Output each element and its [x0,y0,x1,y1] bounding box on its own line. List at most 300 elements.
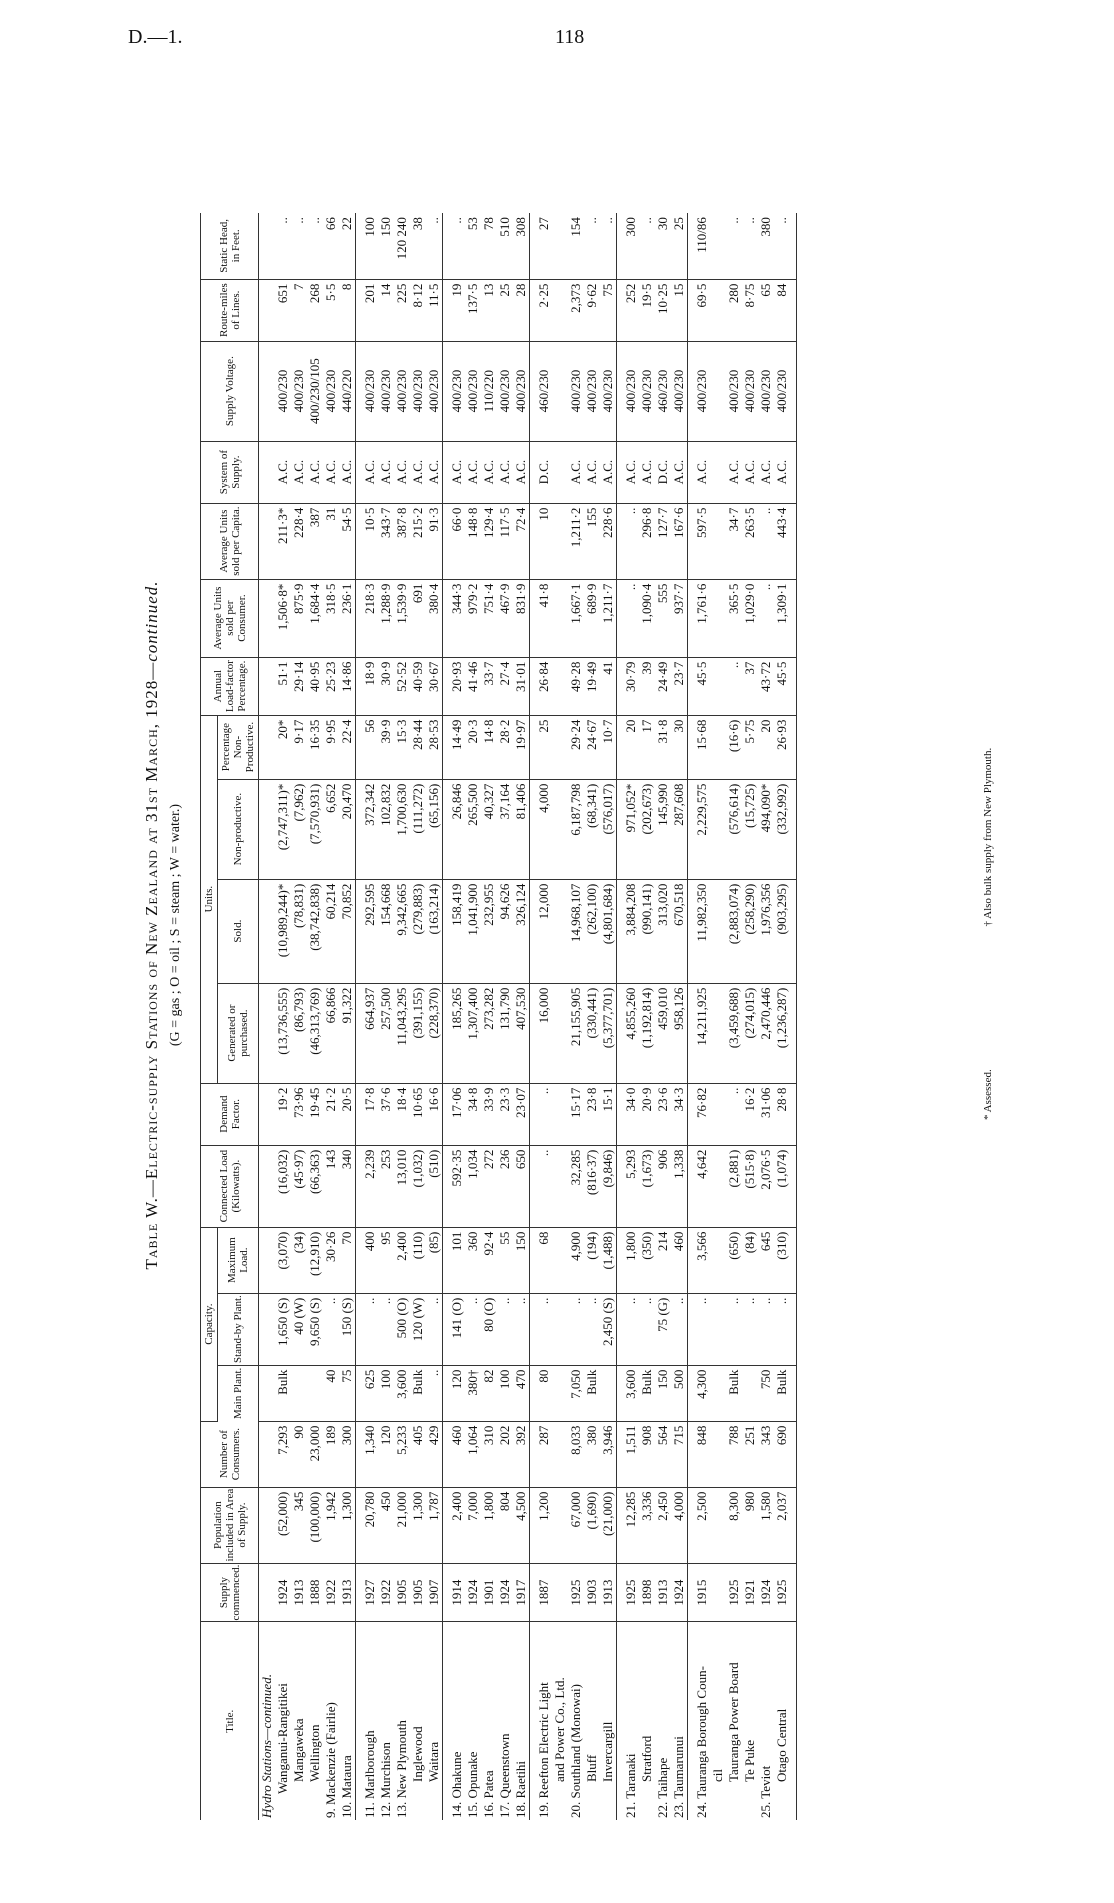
cell-sc: 1913 [339,1563,356,1622]
cell-cons [710,1421,726,1487]
table-row [568,213,584,1820]
row-title: Te Puke [742,1739,757,1782]
cell-sb: 40 (W) [291,1293,307,1365]
table-row [307,213,323,1820]
cell-np: 6,187,798 [568,779,584,879]
cell-sb: 75 (G) [655,1293,671,1365]
cell-max [552,1227,568,1293]
cell-volt [710,341,726,441]
cell-sh: 22 [339,213,356,279]
row-title: Wanganui-Rangitikei [275,1683,290,1794]
cell-sys: A.C. [623,441,639,503]
cell-sys: A.C. [639,441,655,503]
cell-pca: 228·6 [600,503,617,579]
cell-sb: .. [568,1293,584,1365]
cell-conn: 13,010 [394,1145,410,1227]
cell-sold: (262,100) [584,879,600,983]
cell-pc: 689·9 [584,579,600,657]
cell-np: (111,272) [410,779,426,879]
cell-main: 3,600 [623,1365,639,1421]
cell-sold: 326,124 [513,879,530,983]
cell-pc: 236·1 [339,579,356,657]
header-main-plant: Main Plant. [218,1365,259,1421]
cell-pop: 345 [291,1487,307,1563]
table-bottom-rule [790,213,797,1820]
table-row [513,213,530,1820]
separator-cell [790,715,797,779]
cell-volt: 400/230 [394,341,410,441]
cell-volt: 400/230 [323,341,339,441]
row-title: and Power Co., Ltd. [552,1677,567,1782]
cell-rm: 651 [275,279,291,341]
cell-sc: 1888 [307,1563,323,1622]
cell-volt: 400/230 [291,341,307,441]
cell-gen: (330,441) [584,983,600,1083]
cell-sold: 158,419 [449,879,465,983]
cell-sc: 1913 [291,1563,307,1622]
cell-conn: 2,239 [362,1145,378,1227]
cell-rm: 84 [774,279,790,341]
cell-volt: 400/230 [758,341,774,441]
header-connected-load: Connected Load (Kilowatts). [201,1145,259,1227]
cell-np: 20,470 [339,779,356,879]
cell-cons: 3,946 [600,1421,617,1487]
cell-conn: (1,032) [410,1145,426,1227]
cell-pnp: 31·8 [655,715,671,779]
header-system: System of Supply. [201,441,259,503]
cell-pc: 937·7 [671,579,688,657]
cell-sold: 12,000 [536,879,552,983]
cell-sb: 2,450 (S) [600,1293,617,1365]
cell-lf: 30·9 [378,657,394,715]
header-capacity: Capacity. [201,1227,218,1421]
cell-sold: 70,852 [339,879,356,983]
cell-sh: 25 [671,213,688,279]
cell-rm: 13 [481,279,497,341]
table-row [410,213,426,1820]
row-title: 21. Taranaki [623,1753,638,1818]
cell-pop: 1,800 [481,1487,497,1563]
cell-sc: 1917 [513,1563,530,1622]
cell-sh: 27 [536,213,552,279]
cell-volt: 400/230 [513,341,530,441]
cell-cons: 405 [410,1421,426,1487]
page-header-left: D.—1. [128,26,183,48]
separator-cell [790,779,797,879]
cell-gen [552,983,568,1083]
cell-volt: 460/230 [655,341,671,441]
cell-sold [552,879,568,983]
table-row [426,213,443,1820]
cell-volt: 400/230/105 [307,341,323,441]
header-per-capita: Average Units sold per Capita. [201,503,259,579]
cell-pc: 751·4 [481,579,497,657]
cell-gen: 459,010 [655,983,671,1083]
cell-sys: D.C. [655,441,671,503]
cell-df: 76·82 [694,1083,710,1145]
cell-df: 15·17 [568,1083,584,1145]
cell-rm: 2,373 [568,279,584,341]
cell-pc: 1,309·1 [774,579,790,657]
cell-main: 100 [497,1365,513,1421]
cell-max: 400 [362,1227,378,1293]
cell-sh: 100 [362,213,378,279]
cell-sys: A.C. [584,441,600,503]
cell-rm: 201 [362,279,378,341]
cell-conn: 592·35 [449,1145,465,1227]
cell-np: (15,725) [742,779,758,879]
cell-sb: 150 (S) [339,1293,356,1365]
cell-sold: (990,141) [639,879,655,983]
cell-np [710,779,726,879]
cell-sc: 1925 [623,1563,639,1622]
cell-conn: (1,074) [774,1145,790,1227]
cell-pc: 1,211·7 [600,579,617,657]
cell-gen: (13,736,555) [275,983,291,1083]
cell-rm [710,279,726,341]
table-subtitle: (G = gas ; O = oil ; S = steam ; W = water.) [168,803,183,1047]
cell-sb: .. [639,1293,655,1365]
cell-conn: (816·37) [584,1145,600,1227]
cell-conn: 1,338 [671,1145,688,1227]
cell-gen: 14,211,925 [694,983,710,1083]
header-pct-non-productive: Percentage Non-Productive. [218,715,259,779]
cell-conn: 143 [323,1145,339,1227]
cell-gen [259,983,276,1083]
cell-gen: 66,866 [323,983,339,1083]
cell-sb: .. [497,1293,513,1365]
cell-sh: .. [275,213,291,279]
cell-sold: (4,801,684) [600,879,617,983]
cell-pca: 167·6 [671,503,688,579]
cell-pc: 467·9 [497,579,513,657]
header-title: Title. [201,1622,259,1820]
cell-pc [552,579,568,657]
cell-sc: 1907 [426,1563,443,1622]
cell-pca: 155 [584,503,600,579]
cell-pnp: 28·53 [426,715,443,779]
cell-lf: 41 [600,657,617,715]
cell-cons: 189 [323,1421,339,1487]
separator-cell [790,1365,797,1421]
cell-sold: (2,883,074) [726,879,742,983]
cell-df: 23·07 [513,1083,530,1145]
table-row [323,213,339,1820]
cell-cons [259,1421,276,1487]
cell-sc: 1925 [774,1563,790,1622]
row-title: Mangaweka [291,1718,306,1782]
cell-volt: 400/230 [774,341,790,441]
cell-lf [710,657,726,715]
cell-sys: A.C. [568,441,584,503]
cell-conn: 650 [513,1145,530,1227]
cell-df: 31·06 [758,1083,774,1145]
cell-pnp: 9·17 [291,715,307,779]
cell-pca: 263·5 [742,503,758,579]
cell-gen: 11,043,295 [394,983,410,1083]
cell-sc: 1898 [639,1563,655,1622]
separator-cell [790,213,797,279]
cell-sold: (10,989,244)* [275,879,291,983]
cell-df: 34·3 [671,1083,688,1145]
cell-conn: (515·8) [742,1145,758,1227]
cell-max: (12,910) [307,1227,323,1293]
cell-pop: (100,000) [307,1487,323,1563]
cell-pca: 443·4 [774,503,790,579]
cell-df: 23·3 [497,1083,513,1145]
cell-sys: A.C. [671,441,688,503]
cell-sb: .. [584,1293,600,1365]
cell-lf: 19·49 [584,657,600,715]
cell-volt: 110/220 [481,341,497,441]
cell-gen: (86,793) [291,983,307,1083]
cell-max: (310) [774,1227,790,1293]
cell-cons: 90 [291,1421,307,1487]
header-standby: Stand-by Plant. [218,1293,259,1365]
separator-cell [790,1622,797,1820]
cell-cons: 392 [513,1421,530,1487]
cell-pc: 41·8 [536,579,552,657]
row-title: 23. Taumarunui [671,1736,686,1818]
cell-gen: 273,282 [481,983,497,1083]
cell-sc: 1927 [362,1563,378,1622]
cell-np: (7,570,931) [307,779,323,879]
cell-sb: .. [742,1293,758,1365]
cell-main: 750 [758,1365,774,1421]
cell-main: 120 [449,1365,465,1421]
cell-rm [552,279,568,341]
cell-conn: 1,034 [465,1145,481,1227]
cell-max: 4,900 [568,1227,584,1293]
cell-cons: 380 [584,1421,600,1487]
cell-volt: 400/230 [584,341,600,441]
cell-sys [259,441,276,503]
cell-sb: 500 (O) [394,1293,410,1365]
cell-sys: D.C. [536,441,552,503]
cell-main: 40 [323,1365,339,1421]
cell-volt: 400/230 [726,341,742,441]
table-row [710,213,726,1820]
row-title: Stratford [639,1735,654,1782]
cell-pnp: 20 [623,715,639,779]
cell-sold: 11,982,350 [694,879,710,983]
cell-pop: 1,787 [426,1487,443,1563]
cell-conn: 272 [481,1145,497,1227]
cell-sc: 1913 [655,1563,671,1622]
cell-main: Bulk [410,1365,426,1421]
cell-sb: .. [426,1293,443,1365]
cell-conn: 253 [378,1145,394,1227]
cell-df: 34·0 [623,1083,639,1145]
cell-sys [710,441,726,503]
cell-sh [710,213,726,279]
cell-df: 10·65 [410,1083,426,1145]
cell-cons: 23,000 [307,1421,323,1487]
cell-sh: .. [742,213,758,279]
cell-max: (34) [291,1227,307,1293]
cell-gen: 1,307,400 [465,983,481,1083]
cell-sh: 110/86 [694,213,710,279]
cell-main: Bulk [275,1365,291,1421]
cell-pop: 67,000 [568,1487,584,1563]
header-max-load: Maximum Load. [218,1227,259,1293]
cell-pc: .. [758,579,774,657]
cell-np: 4,000 [536,779,552,879]
cell-pnp: 16·35 [307,715,323,779]
cell-np: 6,652 [323,779,339,879]
separator-cell [790,1083,797,1145]
cell-pop: (1,690) [584,1487,600,1563]
cell-pnp [552,715,568,779]
cell-conn: 236 [497,1145,513,1227]
cell-pnp: 20·3 [465,715,481,779]
cell-pca: 31 [323,503,339,579]
cell-sold: (279,883) [410,879,426,983]
cell-pca: 228·4 [291,503,307,579]
cell-np: 372,342 [362,779,378,879]
cell-cons: 690 [774,1421,790,1487]
cell-df: 17·06 [449,1083,465,1145]
cell-conn [552,1145,568,1227]
cell-pca: 148·8 [465,503,481,579]
cell-main [710,1365,726,1421]
cell-sb: .. [323,1293,339,1365]
cell-pca: 387 [307,503,323,579]
cell-pca: 215·2 [410,503,426,579]
cell-sc: 1925 [726,1563,742,1622]
cell-max: 460 [671,1227,688,1293]
table-row [694,213,710,1820]
cell-rm: 5·5 [323,279,339,341]
separator-cell [790,441,797,503]
cell-conn [259,1145,276,1227]
cell-sh: .. [307,213,323,279]
table-row [726,213,742,1820]
cell-lf: 20·93 [449,657,465,715]
cell-np: 1,700,630 [394,779,410,879]
cell-sh: 78 [481,213,497,279]
cell-lf: 18·9 [362,657,378,715]
cell-pca: 211·3* [275,503,291,579]
header-load-factor: Annual Load-factor Percentage. [201,657,259,715]
cell-df [552,1083,568,1145]
cell-rm: 19 [449,279,465,341]
cell-volt: 440/220 [339,341,356,441]
cell-pnp [710,715,726,779]
cell-max [259,1227,276,1293]
header-static-head: Static Head, in Feet. [201,213,259,279]
cell-gen: 21,155,905 [568,983,584,1083]
cell-pca: 387·8 [394,503,410,579]
cell-sys [552,441,568,503]
row-title: 19. Reefton Electric Light [536,1682,551,1818]
cell-sh [552,213,568,279]
cell-gen [710,983,726,1083]
cell-sh: .. [426,213,443,279]
cell-volt: 400/230 [600,341,617,441]
cell-pop: 8,300 [726,1487,742,1563]
separator-cell [790,1421,797,1487]
cell-pnp: 39·9 [378,715,394,779]
row-title: 17. Queenstown [497,1733,512,1818]
cell-pnp [259,715,276,779]
cell-sys: A.C. [513,441,530,503]
cell-max: (110) [410,1227,426,1293]
cell-conn: (1,673) [639,1145,655,1227]
cell-np: 265,500 [465,779,481,879]
table-title [142,30,162,1820]
cell-lf: 45·5 [774,657,790,715]
cell-lf: 23·7 [671,657,688,715]
separator-cell [790,657,797,715]
cell-sc: 1921 [742,1563,758,1622]
cell-pca [710,503,726,579]
cell-sh: .. [584,213,600,279]
cell-pca [259,503,276,579]
separator-cell [790,1487,797,1563]
header-sold: Sold. [218,879,259,983]
cell-sc: 1924 [671,1563,688,1622]
cell-np: 145,990 [655,779,671,879]
cell-sb: .. [623,1293,639,1365]
cell-max: 68 [536,1227,552,1293]
cell-conn: (9,846) [600,1145,617,1227]
cell-pop: 20,780 [362,1487,378,1563]
cell-max: 150 [513,1227,530,1293]
cell-np: 494,090* [758,779,774,879]
table-row [600,213,617,1820]
cell-pca: 72·4 [513,503,530,579]
cell-sc: 1924 [758,1563,774,1622]
cell-df: 18·4 [394,1083,410,1145]
cell-sh: 510 [497,213,513,279]
cell-max: 1,800 [623,1227,639,1293]
cell-pnp: 30 [671,715,688,779]
cell-pnp: 10·7 [600,715,617,779]
cell-pnp: 14·49 [449,715,465,779]
cell-sh: .. [774,213,790,279]
cell-rm: 11·5 [426,279,443,341]
cell-gen: (391,155) [410,983,426,1083]
cell-sb: 80 (O) [481,1293,497,1365]
cell-volt: 400/230 [623,341,639,441]
cell-df: 37·6 [378,1083,394,1145]
cell-sold: (78,831) [291,879,307,983]
cell-np: (68,341) [584,779,600,879]
cell-pop: 804 [497,1487,513,1563]
cell-cons: 1,064 [465,1421,481,1487]
cell-pc: 318·5 [323,579,339,657]
cell-gen: 407,530 [513,983,530,1083]
cell-pca: .. [623,503,639,579]
cell-pnp: 29·24 [568,715,584,779]
row-title: 20. Southland (Monowai) [568,1684,583,1818]
cell-gen: 16,000 [536,983,552,1083]
cell-sys: A.C. [774,441,790,503]
cell-sold: 9,342,665 [394,879,410,983]
cell-df: 34·8 [465,1083,481,1145]
cell-cons: 7,293 [275,1421,291,1487]
cell-rm: 280 [726,279,742,341]
cell-rm: 7 [291,279,307,341]
cell-sh: .. [449,213,465,279]
cell-sys: A.C. [378,441,394,503]
cell-pop: 450 [378,1487,394,1563]
cell-lf: 27·4 [497,657,513,715]
cell-lf: 30·79 [623,657,639,715]
cell-sc: 1924 [497,1563,513,1622]
cell-np: 102,832 [378,779,394,879]
